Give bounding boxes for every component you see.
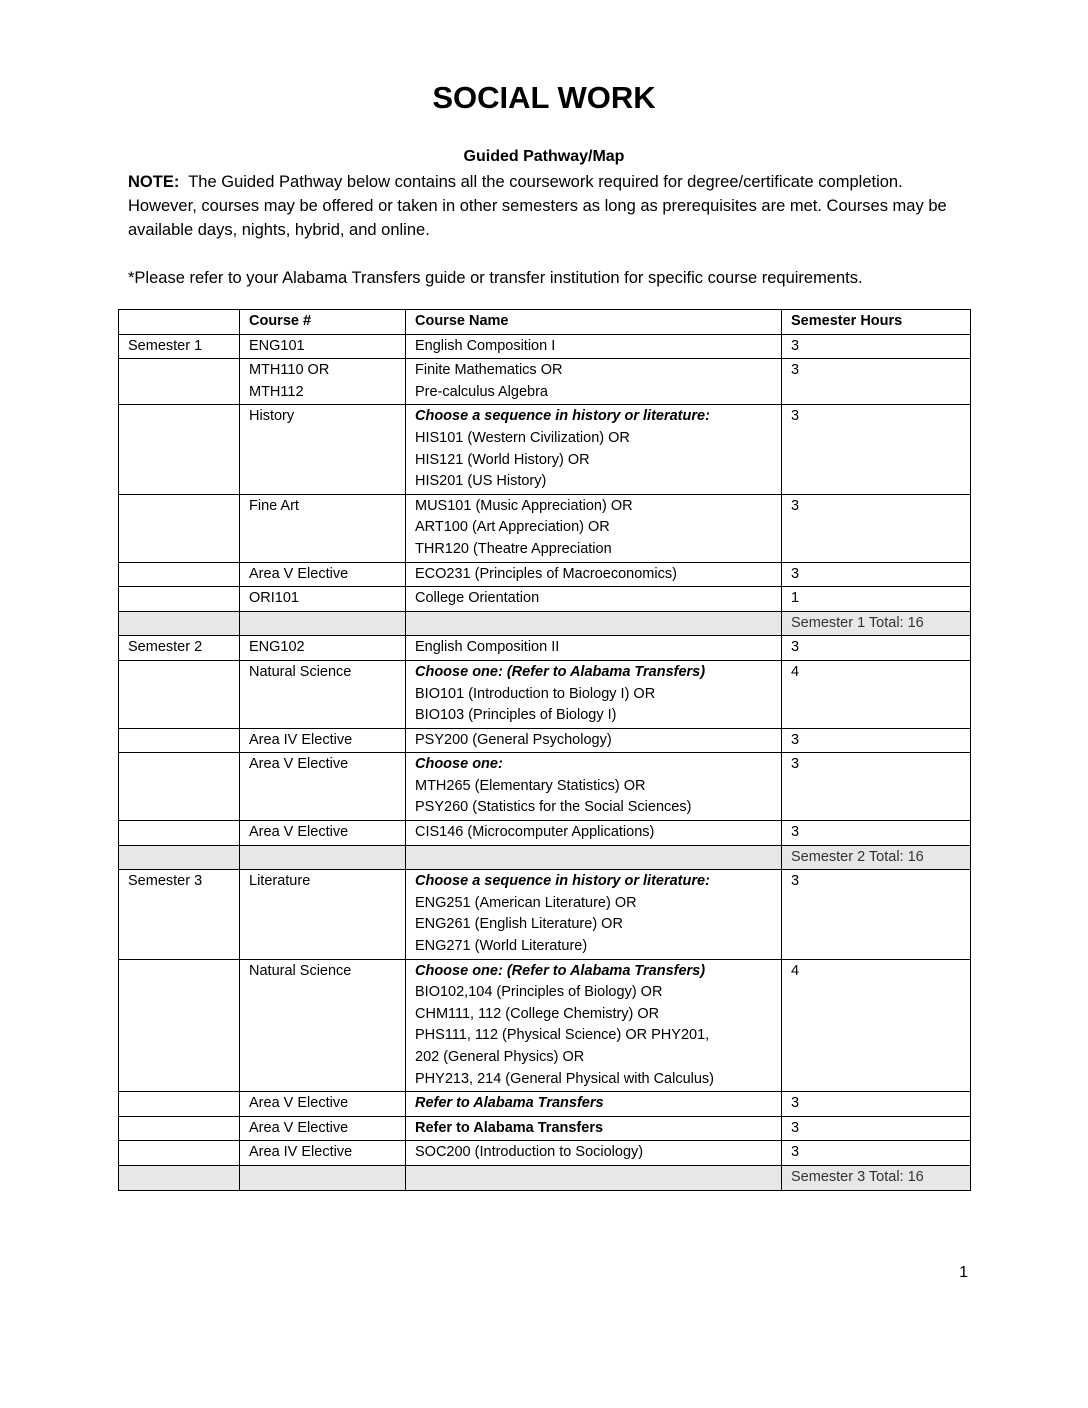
semester-cell: [119, 660, 240, 728]
course-number-line: Area IV Elective: [249, 731, 353, 748]
empty-cell: [240, 845, 406, 870]
course-name-line: HIS201 (US History): [415, 473, 547, 490]
semester-cell: [119, 959, 240, 1092]
table-row: [119, 728, 971, 753]
header-course-number: Course #: [240, 310, 406, 335]
semester-hours-cell: 3: [782, 636, 971, 661]
course-number-line: Area V Elective: [249, 756, 349, 773]
course-name-line: BIO101 (Introduction to Biology I) OR: [415, 685, 656, 702]
course-number-cell: [240, 636, 406, 661]
semester-hours-cell: 3: [782, 562, 971, 587]
course-number-line: MTH112: [249, 383, 304, 400]
course-number-line: Area V Elective: [249, 824, 349, 841]
course-name-line: ENG261 (English Literature) OR: [415, 916, 623, 933]
course-number-line: Area V Elective: [249, 565, 349, 582]
semester-hours-cell: 3: [782, 728, 971, 753]
semester-hours-cell: 3: [782, 870, 971, 959]
table-body: [119, 334, 971, 1190]
semester-hours-cell: 3: [782, 1141, 971, 1166]
course-number-cell: [240, 753, 406, 821]
course-number-cell: [240, 359, 406, 405]
course-name-cell: [406, 1141, 782, 1166]
table-row: [119, 1116, 971, 1141]
table-row: [119, 821, 971, 846]
table-row: [119, 334, 971, 359]
course-name-line: PSY200 (General Psychology): [415, 731, 612, 748]
semester-hours-cell: 3: [782, 359, 971, 405]
table-row: [119, 405, 971, 494]
course-name-line: CHM111, 112 (College Chemistry) OR: [415, 1005, 660, 1022]
course-name-line: Pre-calculus Algebra: [415, 383, 548, 400]
semester-cell: [119, 1116, 240, 1141]
table-row: [119, 587, 971, 612]
course-number-cell: [240, 660, 406, 728]
course-number-cell: [240, 562, 406, 587]
course-number-cell: [240, 587, 406, 612]
course-name-line: College Orientation: [415, 590, 540, 607]
table-row: [119, 359, 971, 405]
course-name-cell: [406, 636, 782, 661]
semester-hours-cell: 4: [782, 660, 971, 728]
empty-cell: [240, 1165, 406, 1190]
semester-cell: [119, 587, 240, 612]
course-name-cell: [406, 359, 782, 405]
course-number-cell: [240, 405, 406, 494]
table-header-row: [119, 310, 971, 335]
course-number-line: Natural Science: [249, 962, 352, 979]
course-name-line: HIS101 (Western Civilization) OR: [415, 429, 630, 446]
course-name-line: ENG271 (World Literature): [415, 938, 588, 955]
course-number-cell: [240, 821, 406, 846]
semester-hours-cell: 4: [782, 959, 971, 1092]
course-name-line: MTH265 (Elementary Statistics) OR: [415, 777, 646, 794]
course-name-line: MUS101 (Music Appreciation) OR: [415, 497, 633, 514]
course-name-cell: [406, 405, 782, 494]
semester-hours-cell: 3: [782, 821, 971, 846]
course-name-line: SOC200 (Introduction to Sociology): [415, 1144, 644, 1161]
course-name-cell: [406, 494, 782, 562]
course-name-line: Choose a sequence in history or literature:: [415, 408, 710, 425]
empty-cell: [119, 1165, 240, 1190]
note-text: The Guided Pathway below contains all the coursework required for degree/certificate completion. However, courses may be offered or taken in other semesters as long as prerequisites are met. Courses may be available days, nights, hybrid, and online.: [128, 173, 947, 239]
course-number-line: ENG102: [249, 639, 305, 656]
course-number-line: Area V Elective: [249, 1119, 349, 1136]
semester-total-cell: Semester 3 Total: 16: [782, 1165, 971, 1190]
course-name-cell: [406, 728, 782, 753]
table-row: [119, 959, 971, 1092]
course-name-line: PHS111, 112 (Physical Science) OR PHY201,: [415, 1027, 710, 1044]
semester-total-row: [119, 611, 971, 636]
table-row: [119, 753, 971, 821]
course-name-cell: [406, 562, 782, 587]
semester-cell: [119, 359, 240, 405]
course-name-line: HIS121 (World History) OR: [415, 451, 590, 468]
course-name-cell: [406, 821, 782, 846]
semester-total-row: [119, 1165, 971, 1190]
course-number-line: History: [249, 408, 295, 425]
course-name-cell: [406, 334, 782, 359]
course-number-line: Area V Elective: [249, 1095, 349, 1112]
header-semester-hours: Semester Hours: [782, 310, 971, 335]
course-number-line: Fine Art: [249, 497, 299, 514]
course-number-line: MTH110 OR: [249, 362, 330, 379]
course-number-cell: [240, 870, 406, 959]
course-name-line: English Composition II: [415, 639, 560, 656]
course-number-line: Natural Science: [249, 663, 352, 680]
table-row: [119, 636, 971, 661]
table-row: [119, 1141, 971, 1166]
course-name-line: ECO231 (Principles of Macroeconomics): [415, 565, 677, 582]
course-name-line: English Composition I: [415, 337, 556, 354]
course-name-line: BIO103 (Principles of Biology I): [415, 707, 617, 724]
table-row: [119, 562, 971, 587]
course-name-line: ENG251 (American Literature) OR: [415, 894, 637, 911]
course-number-cell: [240, 494, 406, 562]
course-name-line: Choose one:: [415, 756, 503, 773]
semester-hours-cell: 3: [782, 753, 971, 821]
course-name-line: BIO102,104 (Principles of Biology) OR: [415, 984, 663, 1001]
course-number-cell: [240, 1141, 406, 1166]
semester-hours-cell: 3: [782, 1116, 971, 1141]
note-label: NOTE:: [128, 173, 180, 191]
note-paragraph: [128, 170, 968, 242]
table-row: [119, 660, 971, 728]
semester-cell: [119, 1141, 240, 1166]
pathway-table: [118, 309, 971, 1191]
semester-total-cell: Semester 1 Total: 16: [782, 611, 971, 636]
semester-hours-cell: 3: [782, 1092, 971, 1117]
course-number-cell: [240, 334, 406, 359]
course-name-line: Choose one: (Refer to Alabama Transfers): [415, 962, 706, 979]
semester-cell: [119, 1092, 240, 1117]
course-name-line: Refer to Alabama Transfers: [415, 1095, 604, 1112]
semester-hours-cell: 3: [782, 334, 971, 359]
semester-cell: Semester 1: [119, 334, 240, 359]
course-name-cell: [406, 587, 782, 612]
course-name-line: THR120 (Theatre Appreciation: [415, 540, 612, 557]
semester-total-row: [119, 845, 971, 870]
transfer-reference-note: *Please refer to your Alabama Transfers guide or transfer institution for specific course requirements.: [128, 269, 863, 287]
empty-cell: [119, 611, 240, 636]
semester-cell: [119, 562, 240, 587]
semester-cell: Semester 3: [119, 870, 240, 959]
empty-cell: [406, 1165, 782, 1190]
course-number-line: Area IV Elective: [249, 1144, 353, 1161]
course-number-cell: [240, 959, 406, 1092]
course-name-cell: [406, 1092, 782, 1117]
course-name-cell: [406, 959, 782, 1092]
course-number-line: ORI101: [249, 590, 299, 607]
course-name-line: ART100 (Art Appreciation) OR: [415, 519, 610, 536]
course-name-line: PSY260 (Statistics for the Social Sciences): [415, 799, 692, 816]
header-semester: [119, 310, 240, 335]
course-number-line: Literature: [249, 873, 311, 890]
empty-cell: [240, 611, 406, 636]
course-number-cell: [240, 1092, 406, 1117]
empty-cell: [406, 845, 782, 870]
semester-cell: Semester 2: [119, 636, 240, 661]
course-name-line: PHY213, 214 (General Physical with Calculus): [415, 1070, 714, 1087]
semester-hours-cell: 1: [782, 587, 971, 612]
semester-cell: [119, 728, 240, 753]
course-name-line: 202 (General Physics) OR: [415, 1049, 585, 1065]
semester-total-cell: Semester 2 Total: 16: [782, 845, 971, 870]
empty-cell: [406, 611, 782, 636]
semester-hours-cell: 3: [782, 494, 971, 562]
course-number-cell: [240, 728, 406, 753]
table-row: [119, 494, 971, 562]
course-name-cell: [406, 660, 782, 728]
page-title: SOCIAL WORK: [432, 80, 656, 115]
course-name-line: Choose one: (Refer to Alabama Transfers): [415, 663, 706, 680]
semester-cell: [119, 494, 240, 562]
course-name-cell: [406, 1116, 782, 1141]
semester-hours-cell: 3: [782, 405, 971, 494]
semester-cell: [119, 821, 240, 846]
page-subtitle: Guided Pathway/Map: [463, 148, 625, 165]
course-name-line: CIS146 (Microcomputer Applications): [415, 824, 655, 841]
semester-cell: [119, 753, 240, 821]
course-name-cell: [406, 753, 782, 821]
table-row: [119, 870, 971, 959]
empty-cell: [119, 845, 240, 870]
semester-cell: [119, 405, 240, 494]
course-name-cell: [406, 870, 782, 959]
course-name-line: Finite Mathematics OR: [415, 362, 563, 379]
course-number-cell: [240, 1116, 406, 1141]
table-row: [119, 1092, 971, 1117]
course-name-line: Choose a sequence in history or literature:: [415, 873, 710, 890]
header-course-name: Course Name: [406, 310, 782, 335]
course-number-line: ENG101: [249, 337, 305, 354]
page-number: 1: [959, 1264, 968, 1281]
course-name-line: Refer to Alabama Transfers: [415, 1119, 604, 1136]
